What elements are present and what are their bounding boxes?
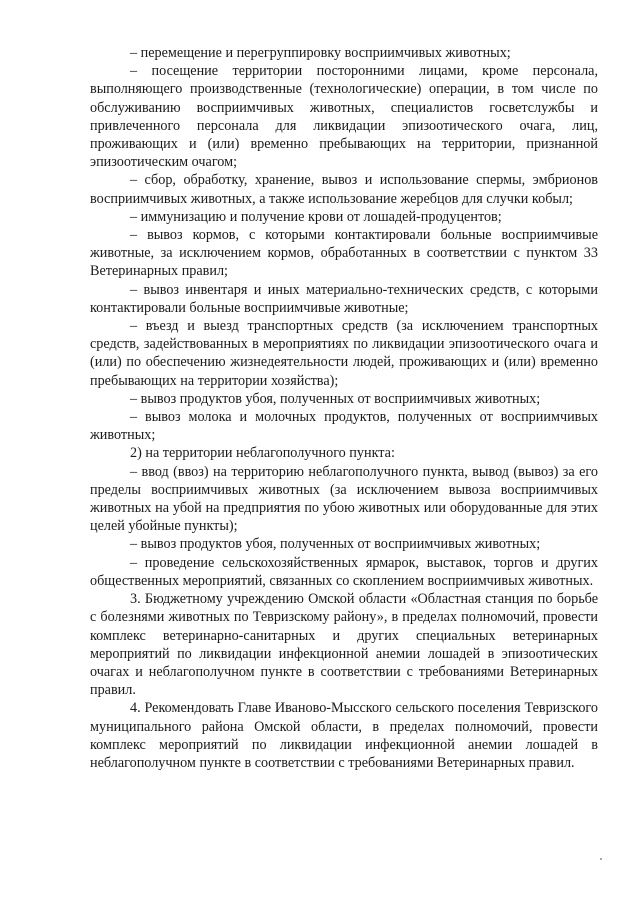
paragraph-ban-feed-export: – вывоз кормов, с которыми контактировали больные восприимчивые животные, за исключением кормов, обработанных в соответствии с пунктом 33 Ветеринарных правил; bbox=[90, 227, 598, 280]
paragraph-ban-animal-movement: – ввод (ввоз) на территорию неблагополучного пункта, вывод (вывоз) за его пределы восприимчивых животных (за исключением вывоза восприимчивых животных на убой на предприятия по убою животных или оборудованные для этих целей убойные пункты); bbox=[90, 463, 598, 535]
paragraph-item-4: 4. Рекомендовать Главе Иваново-Мысского сельского поселения Тевризского муниципального района Омской области, в пределах полномочий, провести комплекс мероприятий по ликвидации инфекционной анемии лошадей в неблагополучном пункте в соответствии с требованиями Ветеринарных правил. bbox=[90, 700, 598, 771]
paragraph-ban-fairs: – проведение сельскохозяйственных ярмарок, выставок, торгов и других общественных мероприятий, связанных со скоплением восприимчивых животных. bbox=[90, 554, 598, 589]
paragraph-ban-slaughter-products: – вывоз продуктов убоя, полученных от восприимчивых животных; bbox=[130, 390, 541, 407]
paragraph-ban-milk-export: – вывоз молока и молочных продуктов, полученных от восприимчивых животных; bbox=[90, 409, 598, 444]
paragraph-item-3: 3. Бюджетному учреждению Омской области «Областная станция по борьбе с болезнями животных по Тевризскому району», в пределах полномочий, провести комплекс ветеринарно-санитарных и других специальных ветеринарных мероприятий по ликвидации инфекционной анемии лошадей в эпизоотических очагах и неблагополучном пункте в соответствии с требованиями Ветеринарных правил. bbox=[90, 591, 598, 699]
document-body bbox=[90, 44, 598, 772]
paragraph-ban-immunization: – иммунизацию и получение крови от лошадей-продуцентов; bbox=[130, 208, 502, 225]
paragraph-ban-inventory-export: – вывоз инвентаря и иных материально-технических средств, с которыми контактировали больные восприимчивые животные; bbox=[90, 281, 598, 316]
paragraph-ban-semen: – сбор, обработку, хранение, вывоз и использование спермы, эмбрионов восприимчивых животных, а также использование жеребцов для случки кобыл; bbox=[90, 172, 598, 207]
paragraph-section-2-heading: 2) на территории неблагополучного пункта: bbox=[130, 445, 395, 462]
paragraph-ban-vehicles: – въезд и выезд транспортных средств (за исключением транспортных средств, задействованных в мероприятиях по ликвидации эпизоотического очага и (или) по обеспечению жизнедеятельности людей, проживающих и (или) временно пребывающих на территории хозяйства); bbox=[90, 318, 598, 389]
paragraph-ban-visits: – посещение территории посторонними лицами, кроме персонала, выполняющего производственные (технологические) операции, в том числе по обслуживанию восприимчивых животных, специалистов госветслужбы и привлеченного персонала для ликвидации эпизоотического очага, лиц, проживающих и (или) временно пребывающих на территории, признанной эпизоотическим очагом; bbox=[90, 63, 598, 171]
paragraph-ban-slaughter-products-2: – вывоз продуктов убоя, полученных от восприимчивых животных; bbox=[130, 536, 541, 553]
scan-speck bbox=[600, 858, 602, 860]
paragraph-ban-regrouping: – перемещение и перегруппировку восприимчивых животных; bbox=[130, 45, 511, 61]
